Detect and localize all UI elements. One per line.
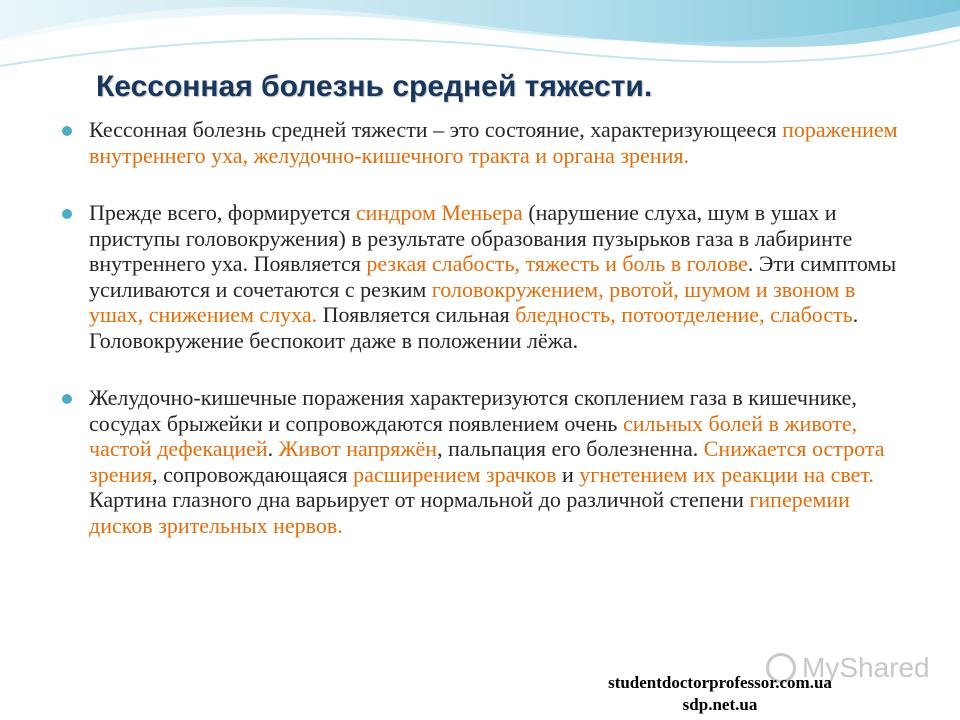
- body-text: . Эти симптомы усиливаются и сочетаются с резким: [89, 251, 897, 302]
- body-text: Желудочно-кишечные поражения характеризуются скоплением газа в кишечнике, сосудах брыжейки и сопровождаются появлением очень: [89, 385, 857, 436]
- watermark-text: MyShared: [802, 652, 930, 683]
- body-text: , пальпация его болезненна.: [437, 436, 704, 461]
- highlighted-text: головокружением, рвотой, шумом и звоном в ушах, снижением слуха.: [89, 276, 856, 327]
- bullet-item: [62, 385, 908, 538]
- bullet-text: [89, 200, 908, 353]
- body-text: Появляется сильная: [317, 302, 516, 327]
- body-text: . Головокружение беспокоит даже в положении лёжа.: [89, 302, 859, 353]
- highlighted-text: угнетением их реакции на свет.: [579, 461, 874, 487]
- footer-line-2: sdp.net.ua: [682, 695, 758, 714]
- bullet-list: [62, 117, 908, 538]
- bullet-text: [89, 117, 908, 168]
- slide-title: Кессонная болезнь средней тяжести.: [96, 70, 653, 103]
- body-text: Прежде всего, формируется: [89, 200, 356, 225]
- bullet-dot-icon: [62, 394, 72, 404]
- highlighted-text: Живот напряжён: [278, 436, 438, 461]
- highlighted-text: поражением внутреннего уха, желудочно-кишечного тракта и органа зрения.: [89, 117, 898, 168]
- body-text: , сопровождающаяся: [152, 461, 354, 487]
- body-text: .: [267, 436, 279, 461]
- footer-source: [560, 672, 880, 716]
- highlighted-text: Снижается острота зрения: [89, 436, 885, 487]
- body-text: и: [556, 461, 580, 487]
- highlighted-text: бледность, потоотделение, слабость: [515, 302, 853, 327]
- highlighted-text: резкая слабость, тяжесть и боль в голове: [366, 251, 748, 276]
- bullet-item: [62, 200, 908, 353]
- highlighted-text: расширением зрачков: [353, 461, 557, 487]
- bullet-text: [89, 385, 908, 538]
- bullet-item: [62, 117, 908, 168]
- body-text: Картина глазного дна варьирует от нормальной до различной степени: [89, 487, 750, 512]
- footer-line-1: studentdoctorprofessor.com.ua: [608, 673, 832, 692]
- bullet-dot-icon: [62, 126, 72, 136]
- highlighted-text: синдром Меньера: [355, 200, 523, 225]
- highlighted-text: гиперемии дисков зрительных нервов.: [89, 487, 850, 538]
- body-text: (нарушение слуха, шум в ушах и приступы головокружения) в результате образования пузырьков газа в лабиринте внутреннего уха. Появляется: [89, 200, 853, 276]
- body-text: Кессонная болезнь средней тяжести – это состояние, характеризующееся: [89, 117, 783, 142]
- bullet-dot-icon: [62, 209, 72, 219]
- highlighted-text: сильных болей в животе, частой дефекацией: [89, 410, 858, 461]
